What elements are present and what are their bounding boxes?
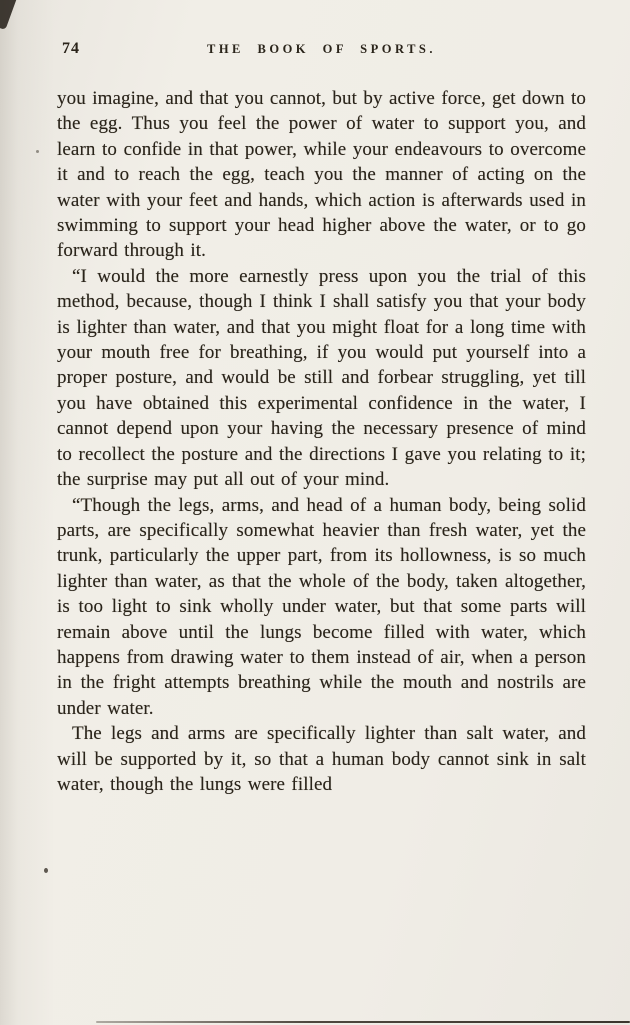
scan-speck xyxy=(44,868,48,873)
page-body-text xyxy=(57,86,586,797)
paragraph-quote-2: “Though the legs, arms, and head of a human body, being solid parts, are specifically somewhat heavier than fresh water, yet the trunk, particularly the upper part, from its hollowness, is so much lighter than water, as that the whole of the body, taken altogether, is too light to sink wholly under water, but that some parts will remain above until the lungs become filled with water, which happens from drawing water to them instead of air, when a person in the fright attempts breathing while the mouth and nostrils are under water. xyxy=(57,494,586,719)
page-content xyxy=(57,38,586,797)
scan-speck xyxy=(36,150,39,153)
running-title: THE BOOK OF SPORTS. xyxy=(207,42,436,56)
scan-bottom-edge xyxy=(96,1021,630,1024)
paragraph-quote-1: “I would the more earnestly press upon you the trial of this method, because, though I think I shall satisfy you that your body is lighter than water, and that you might float for a long time with your mouth free for breathing, if you would put yourself into a proper posture, and would be still and forbear struggling, yet till you have obtained this experimental confidence in the water, I cannot depend upon your having the necessary presence of mind to recollect the posture and the directions I gave you relating to it; the surprise may put all out of your mind. xyxy=(57,265,586,491)
page-header xyxy=(57,38,586,62)
scan-corner-artifact xyxy=(0,0,18,30)
page-number: 74 xyxy=(62,40,80,57)
paragraph-continuation: you imagine, and that you cannot, but by active force, get down to the egg. Thus you feel the power of water to support you, and learn to confide in that power, while your endeavours to overcome it and to reach the egg, teach you the manner of acting on the water with your feet and hands, which action is afterwards used in swimming to support your head higher above the water, or to go forward through it. xyxy=(57,88,586,262)
paragraph-final: The legs and arms are specifically lighter than salt water, and will be supported by it, so that a human body cannot sink in salt water, though the lungs were filled xyxy=(57,723,586,795)
